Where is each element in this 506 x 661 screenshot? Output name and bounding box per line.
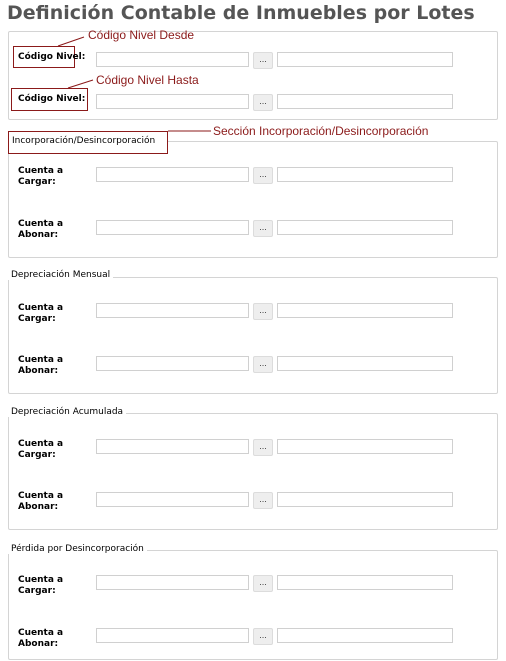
cuenta-abonar-label: Cuenta a Abonar: [18,219,64,240]
section-depreciacion-acumulada-legend: Depreciación Acumulada [8,407,126,417]
depreciacion-mensual-abonar-browse-button[interactable]: ... [253,356,273,373]
perdida-cargar-browse-button[interactable]: ... [253,575,273,592]
depreciacion-acumulada-abonar-browse-button[interactable]: ... [253,492,273,509]
annotation-seccion-incorporacion: Sección Incorporación/Desincorporación [213,124,429,138]
cuenta-cargar-label: Cuenta a Cargar: [18,166,64,187]
codigo-nivel-desde-label: Código Nivel: [18,52,86,62]
annotation-codigo-nivel-desde: Código Nivel Desde [88,28,195,42]
section-perdida-desincorporacion-legend: Pérdida por Desincorporación [8,544,147,554]
cuenta-cargar-label: Cuenta a Cargar: [18,303,64,324]
codigo-nivel-hasta-browse-button[interactable]: ... [253,94,273,111]
annotation-codigo-nivel-hasta: Código Nivel Hasta [96,73,199,87]
section-incorporacion-legend: Incorporación/Desincorporación [12,136,156,146]
incorporacion-cargar-browse-button[interactable]: ... [253,167,273,184]
perdida-abonar-browse-button[interactable]: ... [253,628,273,645]
codigo-nivel-hasta-label: Código Nivel: [18,94,86,104]
cuenta-cargar-label: Cuenta a Cargar: [18,439,64,460]
cuenta-abonar-label: Cuenta a Abonar: [18,628,64,649]
cuenta-abonar-label: Cuenta a Abonar: [18,491,64,512]
cuenta-abonar-label: Cuenta a Abonar: [18,355,64,376]
codigo-nivel-desde-browse-button[interactable]: ... [253,52,273,69]
incorporacion-abonar-browse-button[interactable]: ... [253,220,273,237]
depreciacion-acumulada-cargar-browse-button[interactable]: ... [253,439,273,456]
cuenta-cargar-label: Cuenta a Cargar: [18,575,64,596]
depreciacion-mensual-cargar-browse-button[interactable]: ... [253,303,273,320]
page-title: Definición Contable de Inmuebles por Lotes [7,2,475,24]
section-depreciacion-mensual-legend: Depreciación Mensual [8,270,113,280]
